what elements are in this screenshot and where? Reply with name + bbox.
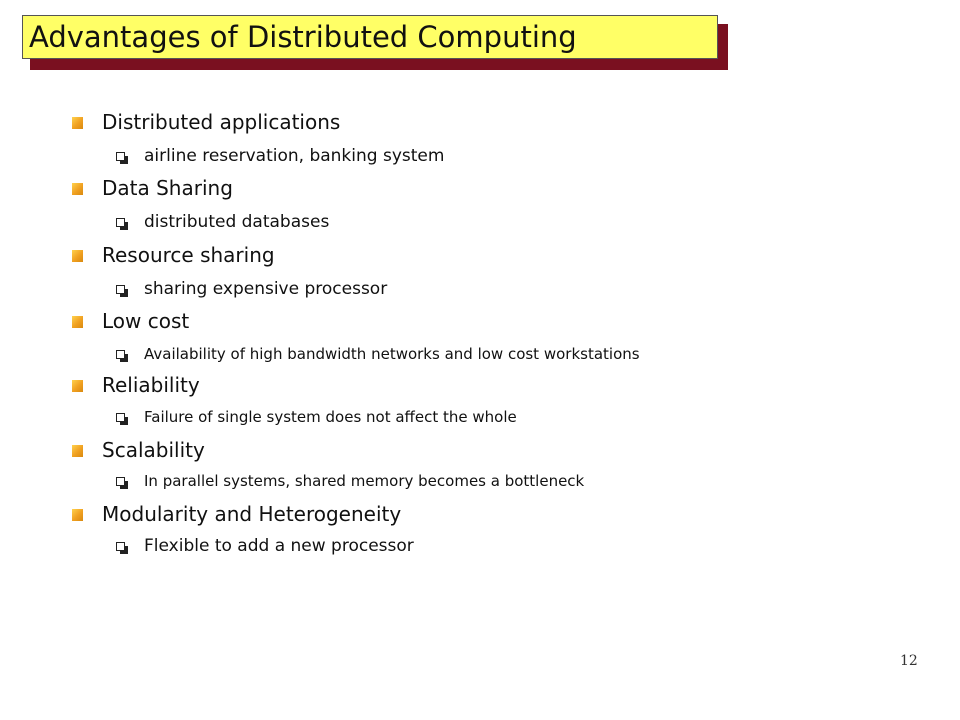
slide-title: Advantages of Distributed Computing: [29, 20, 577, 54]
title-banner: [22, 15, 718, 59]
bullet-icon: [72, 445, 83, 457]
checkbox-bullet-icon: [116, 477, 125, 486]
sub-item-label: Failure of single system does not affect the whole: [144, 408, 517, 426]
sub-item-label: distributed databases: [144, 212, 330, 232]
item-label: Modularity and Heterogeneity: [102, 502, 402, 526]
sub-item-label: Availability of high bandwidth networks and low cost workstations: [144, 345, 640, 363]
sub-item-label: In parallel systems, shared memory becomes a bottleneck: [144, 472, 585, 490]
page-number: 12: [900, 653, 918, 669]
checkbox-bullet-icon: [116, 413, 125, 422]
item-label: Distributed applications: [102, 110, 341, 134]
item-label: Resource sharing: [102, 243, 275, 267]
sub-item-label: airline reservation, banking system: [144, 146, 445, 166]
checkbox-bullet-icon: [116, 542, 125, 551]
bullet-icon: [72, 380, 83, 392]
checkbox-bullet-icon: [116, 350, 125, 359]
bullet-icon: [72, 250, 83, 262]
item-label: Scalability: [102, 438, 205, 462]
item-label: Reliability: [102, 373, 200, 397]
bullet-icon: [72, 316, 83, 328]
bullet-icon: [72, 509, 83, 521]
sub-item-label: Flexible to add a new processor: [144, 536, 414, 556]
bullet-icon: [72, 117, 83, 129]
bullet-icon: [72, 183, 83, 195]
checkbox-bullet-icon: [116, 218, 125, 227]
item-label: Data Sharing: [102, 176, 233, 200]
item-label: Low cost: [102, 309, 190, 333]
sub-item-label: sharing expensive processor: [144, 279, 388, 299]
checkbox-bullet-icon: [116, 152, 125, 161]
checkbox-bullet-icon: [116, 285, 125, 294]
